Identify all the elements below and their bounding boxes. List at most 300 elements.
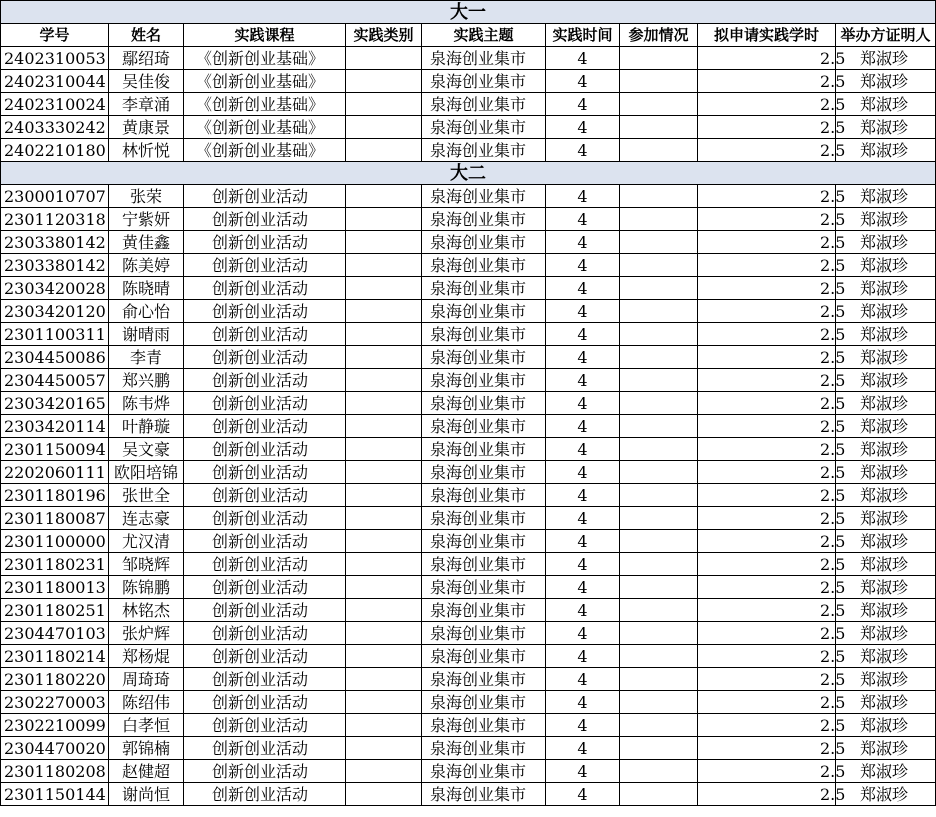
cell-attendance[interactable] xyxy=(620,47,698,70)
cell-course[interactable]: 创新创业活动 xyxy=(184,760,346,783)
cell-theme[interactable]: 泉海创业集市 xyxy=(422,300,546,323)
cell-student-name[interactable]: 陈晓晴 xyxy=(109,277,184,300)
table-row xyxy=(1,254,936,277)
cell-time[interactable]: 4 xyxy=(546,645,620,668)
cell-category[interactable] xyxy=(346,783,422,806)
cell-attendance[interactable] xyxy=(620,185,698,208)
cell-credit-hours[interactable]: 2.5 xyxy=(698,208,836,231)
cell-category[interactable] xyxy=(346,392,422,415)
cell-credit-hours[interactable]: 2.5 xyxy=(698,783,836,806)
cell-category[interactable] xyxy=(346,70,422,93)
cell-organizer[interactable]: 郑淑珍 xyxy=(836,116,936,139)
cell-credit-hours[interactable]: 2.5 xyxy=(698,484,836,507)
cell-course[interactable]: 《创新创业基础》 xyxy=(184,93,346,116)
cell-organizer[interactable]: 郑淑珍 xyxy=(836,668,936,691)
cell-course[interactable]: 创新创业活动 xyxy=(184,783,346,806)
cell-course[interactable]: 创新创业活动 xyxy=(184,461,346,484)
cell-attendance[interactable] xyxy=(620,415,698,438)
cell-category[interactable] xyxy=(346,254,422,277)
cell-theme[interactable]: 泉海创业集市 xyxy=(422,208,546,231)
cell-organizer[interactable]: 郑淑珍 xyxy=(836,300,936,323)
cell-course[interactable]: 创新创业活动 xyxy=(184,576,346,599)
cell-course[interactable]: 创新创业活动 xyxy=(184,691,346,714)
cell-organizer[interactable]: 郑淑珍 xyxy=(836,530,936,553)
cell-student-id[interactable]: 2403330242 xyxy=(1,116,109,139)
cell-organizer[interactable]: 郑淑珍 xyxy=(836,553,936,576)
cell-student-id[interactable]: 2301180251 xyxy=(1,599,109,622)
cell-student-name[interactable]: 李章涌 xyxy=(109,93,184,116)
cell-time[interactable]: 4 xyxy=(546,323,620,346)
cell-theme[interactable]: 泉海创业集市 xyxy=(422,139,546,162)
cell-category[interactable] xyxy=(346,599,422,622)
cell-attendance[interactable] xyxy=(620,668,698,691)
column-header-time[interactable]: 实践时间 xyxy=(546,24,620,47)
cell-time[interactable]: 4 xyxy=(546,553,620,576)
cell-student-id[interactable]: 2303420114 xyxy=(1,415,109,438)
cell-student-name[interactable]: 张世全 xyxy=(109,484,184,507)
cell-theme[interactable]: 泉海创业集市 xyxy=(422,231,546,254)
cell-theme[interactable]: 泉海创业集市 xyxy=(422,599,546,622)
cell-student-id[interactable]: 2302210099 xyxy=(1,714,109,737)
cell-organizer[interactable]: 郑淑珍 xyxy=(836,369,936,392)
cell-time[interactable]: 4 xyxy=(546,507,620,530)
cell-student-id[interactable]: 2301180231 xyxy=(1,553,109,576)
cell-time[interactable]: 4 xyxy=(546,47,620,70)
cell-course[interactable]: 创新创业活动 xyxy=(184,599,346,622)
cell-credit-hours[interactable]: 2.5 xyxy=(698,553,836,576)
cell-theme[interactable]: 泉海创业集市 xyxy=(422,369,546,392)
cell-course[interactable]: 创新创业活动 xyxy=(184,300,346,323)
cell-student-name[interactable]: 白孝恒 xyxy=(109,714,184,737)
cell-time[interactable]: 4 xyxy=(546,599,620,622)
cell-category[interactable] xyxy=(346,277,422,300)
cell-organizer[interactable]: 郑淑珍 xyxy=(836,70,936,93)
cell-attendance[interactable] xyxy=(620,507,698,530)
cell-theme[interactable]: 泉海创业集市 xyxy=(422,47,546,70)
cell-time[interactable]: 4 xyxy=(546,622,620,645)
cell-organizer[interactable]: 郑淑珍 xyxy=(836,277,936,300)
cell-organizer[interactable]: 郑淑珍 xyxy=(836,507,936,530)
cell-attendance[interactable] xyxy=(620,139,698,162)
cell-organizer[interactable]: 郑淑珍 xyxy=(836,254,936,277)
cell-student-id[interactable]: 2402310024 xyxy=(1,93,109,116)
cell-credit-hours[interactable]: 2.5 xyxy=(698,277,836,300)
cell-credit-hours[interactable]: 2.5 xyxy=(698,231,836,254)
cell-category[interactable] xyxy=(346,323,422,346)
cell-attendance[interactable] xyxy=(620,576,698,599)
cell-student-id[interactable]: 2402310044 xyxy=(1,70,109,93)
cell-organizer[interactable]: 郑淑珍 xyxy=(836,760,936,783)
cell-attendance[interactable] xyxy=(620,369,698,392)
cell-student-id[interactable]: 2304470020 xyxy=(1,737,109,760)
cell-course[interactable]: 创新创业活动 xyxy=(184,231,346,254)
cell-time[interactable]: 4 xyxy=(546,277,620,300)
cell-category[interactable] xyxy=(346,484,422,507)
cell-category[interactable] xyxy=(346,622,422,645)
cell-student-id[interactable]: 2303420028 xyxy=(1,277,109,300)
cell-category[interactable] xyxy=(346,691,422,714)
cell-credit-hours[interactable]: 2.5 xyxy=(698,530,836,553)
cell-attendance[interactable] xyxy=(620,254,698,277)
cell-time[interactable]: 4 xyxy=(546,254,620,277)
cell-attendance[interactable] xyxy=(620,760,698,783)
column-header-course[interactable]: 实践课程 xyxy=(184,24,346,47)
cell-organizer[interactable]: 郑淑珍 xyxy=(836,139,936,162)
cell-credit-hours[interactable]: 2.5 xyxy=(698,300,836,323)
column-header-student-name[interactable]: 姓名 xyxy=(109,24,184,47)
cell-category[interactable] xyxy=(346,139,422,162)
cell-course[interactable]: 创新创业活动 xyxy=(184,346,346,369)
cell-student-name[interactable]: 吴佳俊 xyxy=(109,70,184,93)
cell-theme[interactable]: 泉海创业集市 xyxy=(422,438,546,461)
cell-attendance[interactable] xyxy=(620,737,698,760)
cell-credit-hours[interactable]: 2.5 xyxy=(698,47,836,70)
cell-student-name[interactable]: 张荣 xyxy=(109,185,184,208)
cell-course[interactable]: 创新创业活动 xyxy=(184,668,346,691)
cell-attendance[interactable] xyxy=(620,438,698,461)
cell-organizer[interactable]: 郑淑珍 xyxy=(836,392,936,415)
cell-theme[interactable]: 泉海创业集市 xyxy=(422,783,546,806)
cell-time[interactable]: 4 xyxy=(546,392,620,415)
cell-student-name[interactable]: 郑杨焜 xyxy=(109,645,184,668)
cell-credit-hours[interactable]: 2.5 xyxy=(698,438,836,461)
cell-attendance[interactable] xyxy=(620,622,698,645)
cell-time[interactable]: 4 xyxy=(546,70,620,93)
cell-student-id[interactable]: 2301180087 xyxy=(1,507,109,530)
cell-course[interactable]: 创新创业活动 xyxy=(184,208,346,231)
cell-time[interactable]: 4 xyxy=(546,93,620,116)
cell-time[interactable]: 4 xyxy=(546,530,620,553)
cell-organizer[interactable]: 郑淑珍 xyxy=(836,438,936,461)
cell-time[interactable]: 4 xyxy=(546,185,620,208)
cell-attendance[interactable] xyxy=(620,323,698,346)
cell-organizer[interactable]: 郑淑珍 xyxy=(836,47,936,70)
cell-student-id[interactable]: 2301180013 xyxy=(1,576,109,599)
column-header-credit-hours[interactable]: 拟申请实践学时 xyxy=(698,24,836,47)
cell-theme[interactable]: 泉海创业集市 xyxy=(422,185,546,208)
cell-time[interactable]: 4 xyxy=(546,484,620,507)
cell-category[interactable] xyxy=(346,645,422,668)
cell-attendance[interactable] xyxy=(620,783,698,806)
cell-student-id[interactable]: 2303380142 xyxy=(1,231,109,254)
cell-category[interactable] xyxy=(346,737,422,760)
cell-theme[interactable]: 泉海创业集市 xyxy=(422,576,546,599)
cell-student-id[interactable]: 2303420120 xyxy=(1,300,109,323)
cell-student-id[interactable]: 2301150094 xyxy=(1,438,109,461)
cell-credit-hours[interactable]: 2.5 xyxy=(698,323,836,346)
cell-attendance[interactable] xyxy=(620,392,698,415)
cell-student-name[interactable]: 叶静璇 xyxy=(109,415,184,438)
cell-course[interactable]: 创新创业活动 xyxy=(184,645,346,668)
column-header-student-id[interactable]: 学号 xyxy=(1,24,109,47)
cell-credit-hours[interactable]: 2.5 xyxy=(698,415,836,438)
cell-organizer[interactable]: 郑淑珍 xyxy=(836,415,936,438)
cell-theme[interactable]: 泉海创业集市 xyxy=(422,714,546,737)
cell-student-name[interactable]: 邹晓辉 xyxy=(109,553,184,576)
cell-category[interactable] xyxy=(346,208,422,231)
cell-theme[interactable]: 泉海创业集市 xyxy=(422,93,546,116)
cell-theme[interactable]: 泉海创业集市 xyxy=(422,392,546,415)
cell-organizer[interactable]: 郑淑珍 xyxy=(836,346,936,369)
cell-credit-hours[interactable]: 2.5 xyxy=(698,369,836,392)
cell-course[interactable]: 创新创业活动 xyxy=(184,622,346,645)
cell-student-name[interactable]: 尤汉清 xyxy=(109,530,184,553)
cell-time[interactable]: 4 xyxy=(546,231,620,254)
cell-theme[interactable]: 泉海创业集市 xyxy=(422,760,546,783)
cell-category[interactable] xyxy=(346,47,422,70)
cell-course[interactable]: 创新创业活动 xyxy=(184,530,346,553)
cell-organizer[interactable]: 郑淑珍 xyxy=(836,93,936,116)
cell-organizer[interactable]: 郑淑珍 xyxy=(836,484,936,507)
cell-theme[interactable]: 泉海创业集市 xyxy=(422,668,546,691)
cell-organizer[interactable]: 郑淑珍 xyxy=(836,691,936,714)
cell-student-name[interactable]: 谢晴雨 xyxy=(109,323,184,346)
cell-attendance[interactable] xyxy=(620,231,698,254)
cell-student-name[interactable]: 宁紫妍 xyxy=(109,208,184,231)
cell-credit-hours[interactable]: 2.5 xyxy=(698,116,836,139)
cell-student-name[interactable]: 欧阳培锦 xyxy=(109,461,184,484)
cell-category[interactable] xyxy=(346,461,422,484)
cell-time[interactable]: 4 xyxy=(546,576,620,599)
cell-student-id[interactable]: 2301180208 xyxy=(1,760,109,783)
cell-time[interactable]: 4 xyxy=(546,369,620,392)
cell-organizer[interactable]: 郑淑珍 xyxy=(836,576,936,599)
cell-student-name[interactable]: 陈绍伟 xyxy=(109,691,184,714)
cell-time[interactable]: 4 xyxy=(546,668,620,691)
cell-organizer[interactable]: 郑淑珍 xyxy=(836,783,936,806)
cell-student-id[interactable]: 2304470103 xyxy=(1,622,109,645)
cell-course[interactable]: 创新创业活动 xyxy=(184,277,346,300)
cell-credit-hours[interactable]: 2.5 xyxy=(698,691,836,714)
cell-student-name[interactable]: 俞心怡 xyxy=(109,300,184,323)
cell-student-id[interactable]: 2301180214 xyxy=(1,645,109,668)
cell-credit-hours[interactable]: 2.5 xyxy=(698,622,836,645)
cell-theme[interactable]: 泉海创业集市 xyxy=(422,622,546,645)
cell-organizer[interactable]: 郑淑珍 xyxy=(836,599,936,622)
cell-attendance[interactable] xyxy=(620,277,698,300)
cell-organizer[interactable]: 郑淑珍 xyxy=(836,622,936,645)
cell-student-id[interactable]: 2301100000 xyxy=(1,530,109,553)
cell-student-name[interactable]: 郭锦楠 xyxy=(109,737,184,760)
cell-theme[interactable]: 泉海创业集市 xyxy=(422,553,546,576)
cell-attendance[interactable] xyxy=(620,93,698,116)
cell-course[interactable]: 《创新创业基础》 xyxy=(184,47,346,70)
cell-time[interactable]: 4 xyxy=(546,691,620,714)
cell-credit-hours[interactable]: 2.5 xyxy=(698,346,836,369)
cell-credit-hours[interactable]: 2.5 xyxy=(698,507,836,530)
cell-credit-hours[interactable]: 2.5 xyxy=(698,461,836,484)
cell-student-name[interactable]: 陈锦鹏 xyxy=(109,576,184,599)
cell-course[interactable]: 《创新创业基础》 xyxy=(184,70,346,93)
cell-credit-hours[interactable]: 2.5 xyxy=(698,139,836,162)
cell-course[interactable]: 创新创业活动 xyxy=(184,323,346,346)
cell-time[interactable]: 4 xyxy=(546,346,620,369)
column-header-organizer[interactable]: 举办方证明人 xyxy=(836,24,936,47)
cell-student-name[interactable]: 黄佳鑫 xyxy=(109,231,184,254)
cell-category[interactable] xyxy=(346,507,422,530)
cell-attendance[interactable] xyxy=(620,70,698,93)
cell-organizer[interactable]: 郑淑珍 xyxy=(836,208,936,231)
cell-organizer[interactable]: 郑淑珍 xyxy=(836,231,936,254)
cell-credit-hours[interactable]: 2.5 xyxy=(698,70,836,93)
cell-credit-hours[interactable]: 2.5 xyxy=(698,599,836,622)
cell-category[interactable] xyxy=(346,346,422,369)
cell-student-name[interactable]: 赵健超 xyxy=(109,760,184,783)
cell-course[interactable]: 创新创业活动 xyxy=(184,714,346,737)
cell-student-name[interactable]: 黄康景 xyxy=(109,116,184,139)
cell-attendance[interactable] xyxy=(620,599,698,622)
cell-student-id[interactable]: 2301100311 xyxy=(1,323,109,346)
cell-time[interactable]: 4 xyxy=(546,116,620,139)
cell-student-id[interactable]: 2301180220 xyxy=(1,668,109,691)
cell-student-name[interactable]: 陈美婷 xyxy=(109,254,184,277)
cell-student-id[interactable]: 2304450057 xyxy=(1,369,109,392)
cell-theme[interactable]: 泉海创业集市 xyxy=(422,691,546,714)
cell-credit-hours[interactable]: 2.5 xyxy=(698,645,836,668)
cell-course[interactable]: 创新创业活动 xyxy=(184,185,346,208)
cell-attendance[interactable] xyxy=(620,714,698,737)
cell-attendance[interactable] xyxy=(620,300,698,323)
cell-course[interactable]: 创新创业活动 xyxy=(184,484,346,507)
cell-student-name[interactable]: 林忻悦 xyxy=(109,139,184,162)
cell-student-id[interactable]: 2301150144 xyxy=(1,783,109,806)
cell-category[interactable] xyxy=(346,415,422,438)
cell-attendance[interactable] xyxy=(620,346,698,369)
cell-student-name[interactable]: 连志豪 xyxy=(109,507,184,530)
cell-student-id[interactable]: 2303420165 xyxy=(1,392,109,415)
section-title[interactable]: 大一 xyxy=(1,1,936,24)
cell-course[interactable]: 《创新创业基础》 xyxy=(184,116,346,139)
cell-category[interactable] xyxy=(346,668,422,691)
cell-attendance[interactable] xyxy=(620,461,698,484)
cell-credit-hours[interactable]: 2.5 xyxy=(698,737,836,760)
cell-theme[interactable]: 泉海创业集市 xyxy=(422,484,546,507)
cell-student-name[interactable]: 陈韦烨 xyxy=(109,392,184,415)
cell-attendance[interactable] xyxy=(620,116,698,139)
cell-time[interactable]: 4 xyxy=(546,300,620,323)
column-header-theme[interactable]: 实践主题 xyxy=(422,24,546,47)
cell-category[interactable] xyxy=(346,576,422,599)
cell-theme[interactable]: 泉海创业集市 xyxy=(422,70,546,93)
cell-time[interactable]: 4 xyxy=(546,208,620,231)
cell-time[interactable]: 4 xyxy=(546,714,620,737)
cell-time[interactable]: 4 xyxy=(546,438,620,461)
cell-theme[interactable]: 泉海创业集市 xyxy=(422,645,546,668)
cell-category[interactable] xyxy=(346,300,422,323)
cell-category[interactable] xyxy=(346,185,422,208)
cell-category[interactable] xyxy=(346,93,422,116)
column-header-category[interactable]: 实践类别 xyxy=(346,24,422,47)
cell-theme[interactable]: 泉海创业集市 xyxy=(422,277,546,300)
cell-theme[interactable]: 泉海创业集市 xyxy=(422,461,546,484)
cell-organizer[interactable]: 郑淑珍 xyxy=(836,714,936,737)
cell-student-name[interactable]: 周琦琦 xyxy=(109,668,184,691)
cell-theme[interactable]: 泉海创业集市 xyxy=(422,346,546,369)
cell-student-name[interactable]: 郑兴鹏 xyxy=(109,369,184,392)
column-header-attendance[interactable]: 参加情况 xyxy=(620,24,698,47)
cell-organizer[interactable]: 郑淑珍 xyxy=(836,645,936,668)
cell-student-id[interactable]: 2402210180 xyxy=(1,139,109,162)
cell-time[interactable]: 4 xyxy=(546,139,620,162)
cell-course[interactable]: 创新创业活动 xyxy=(184,438,346,461)
cell-theme[interactable]: 泉海创业集市 xyxy=(422,530,546,553)
cell-time[interactable]: 4 xyxy=(546,415,620,438)
cell-category[interactable] xyxy=(346,530,422,553)
cell-credit-hours[interactable]: 2.5 xyxy=(698,254,836,277)
cell-attendance[interactable] xyxy=(620,553,698,576)
cell-course[interactable]: 创新创业活动 xyxy=(184,392,346,415)
cell-student-name[interactable]: 鄢绍琦 xyxy=(109,47,184,70)
cell-attendance[interactable] xyxy=(620,691,698,714)
cell-organizer[interactable]: 郑淑珍 xyxy=(836,737,936,760)
cell-student-id[interactable]: 2302270003 xyxy=(1,691,109,714)
cell-student-id[interactable]: 2202060111 xyxy=(1,461,109,484)
cell-student-name[interactable]: 李青 xyxy=(109,346,184,369)
cell-category[interactable] xyxy=(346,116,422,139)
cell-course[interactable]: 创新创业活动 xyxy=(184,254,346,277)
cell-student-id[interactable]: 2300010707 xyxy=(1,185,109,208)
cell-student-name[interactable]: 张炉辉 xyxy=(109,622,184,645)
cell-category[interactable] xyxy=(346,231,422,254)
cell-course[interactable]: 创新创业活动 xyxy=(184,553,346,576)
cell-category[interactable] xyxy=(346,438,422,461)
cell-student-id[interactable]: 2301180196 xyxy=(1,484,109,507)
cell-student-id[interactable]: 2304450086 xyxy=(1,346,109,369)
cell-credit-hours[interactable]: 2.5 xyxy=(698,760,836,783)
cell-credit-hours[interactable]: 2.5 xyxy=(698,714,836,737)
cell-attendance[interactable] xyxy=(620,645,698,668)
cell-student-name[interactable]: 吴文豪 xyxy=(109,438,184,461)
cell-student-id[interactable]: 2402310053 xyxy=(1,47,109,70)
cell-category[interactable] xyxy=(346,760,422,783)
cell-student-name[interactable]: 谢尚恒 xyxy=(109,783,184,806)
cell-credit-hours[interactable]: 2.5 xyxy=(698,668,836,691)
cell-course[interactable]: 创新创业活动 xyxy=(184,415,346,438)
cell-credit-hours[interactable]: 2.5 xyxy=(698,185,836,208)
cell-student-name[interactable]: 林铭杰 xyxy=(109,599,184,622)
cell-course[interactable]: 创新创业活动 xyxy=(184,737,346,760)
cell-category[interactable] xyxy=(346,369,422,392)
cell-student-id[interactable]: 2303380142 xyxy=(1,254,109,277)
cell-theme[interactable]: 泉海创业集市 xyxy=(422,254,546,277)
cell-course[interactable]: 创新创业活动 xyxy=(184,369,346,392)
cell-time[interactable]: 4 xyxy=(546,461,620,484)
cell-credit-hours[interactable]: 2.5 xyxy=(698,93,836,116)
cell-course[interactable]: 《创新创业基础》 xyxy=(184,139,346,162)
cell-attendance[interactable] xyxy=(620,484,698,507)
cell-category[interactable] xyxy=(346,714,422,737)
cell-credit-hours[interactable]: 2.5 xyxy=(698,576,836,599)
cell-time[interactable]: 4 xyxy=(546,783,620,806)
cell-theme[interactable]: 泉海创业集市 xyxy=(422,737,546,760)
cell-organizer[interactable]: 郑淑珍 xyxy=(836,185,936,208)
cell-attendance[interactable] xyxy=(620,530,698,553)
cell-category[interactable] xyxy=(346,553,422,576)
cell-organizer[interactable]: 郑淑珍 xyxy=(836,461,936,484)
cell-theme[interactable]: 泉海创业集市 xyxy=(422,507,546,530)
cell-time[interactable]: 4 xyxy=(546,737,620,760)
cell-attendance[interactable] xyxy=(620,208,698,231)
cell-theme[interactable]: 泉海创业集市 xyxy=(422,116,546,139)
cell-theme[interactable]: 泉海创业集市 xyxy=(422,323,546,346)
cell-student-id[interactable]: 2301120318 xyxy=(1,208,109,231)
section-title[interactable]: 大二 xyxy=(1,162,936,185)
cell-organizer[interactable]: 郑淑珍 xyxy=(836,323,936,346)
cell-credit-hours[interactable]: 2.5 xyxy=(698,392,836,415)
cell-time[interactable]: 4 xyxy=(546,760,620,783)
cell-theme[interactable]: 泉海创业集市 xyxy=(422,415,546,438)
cell-course[interactable]: 创新创业活动 xyxy=(184,507,346,530)
